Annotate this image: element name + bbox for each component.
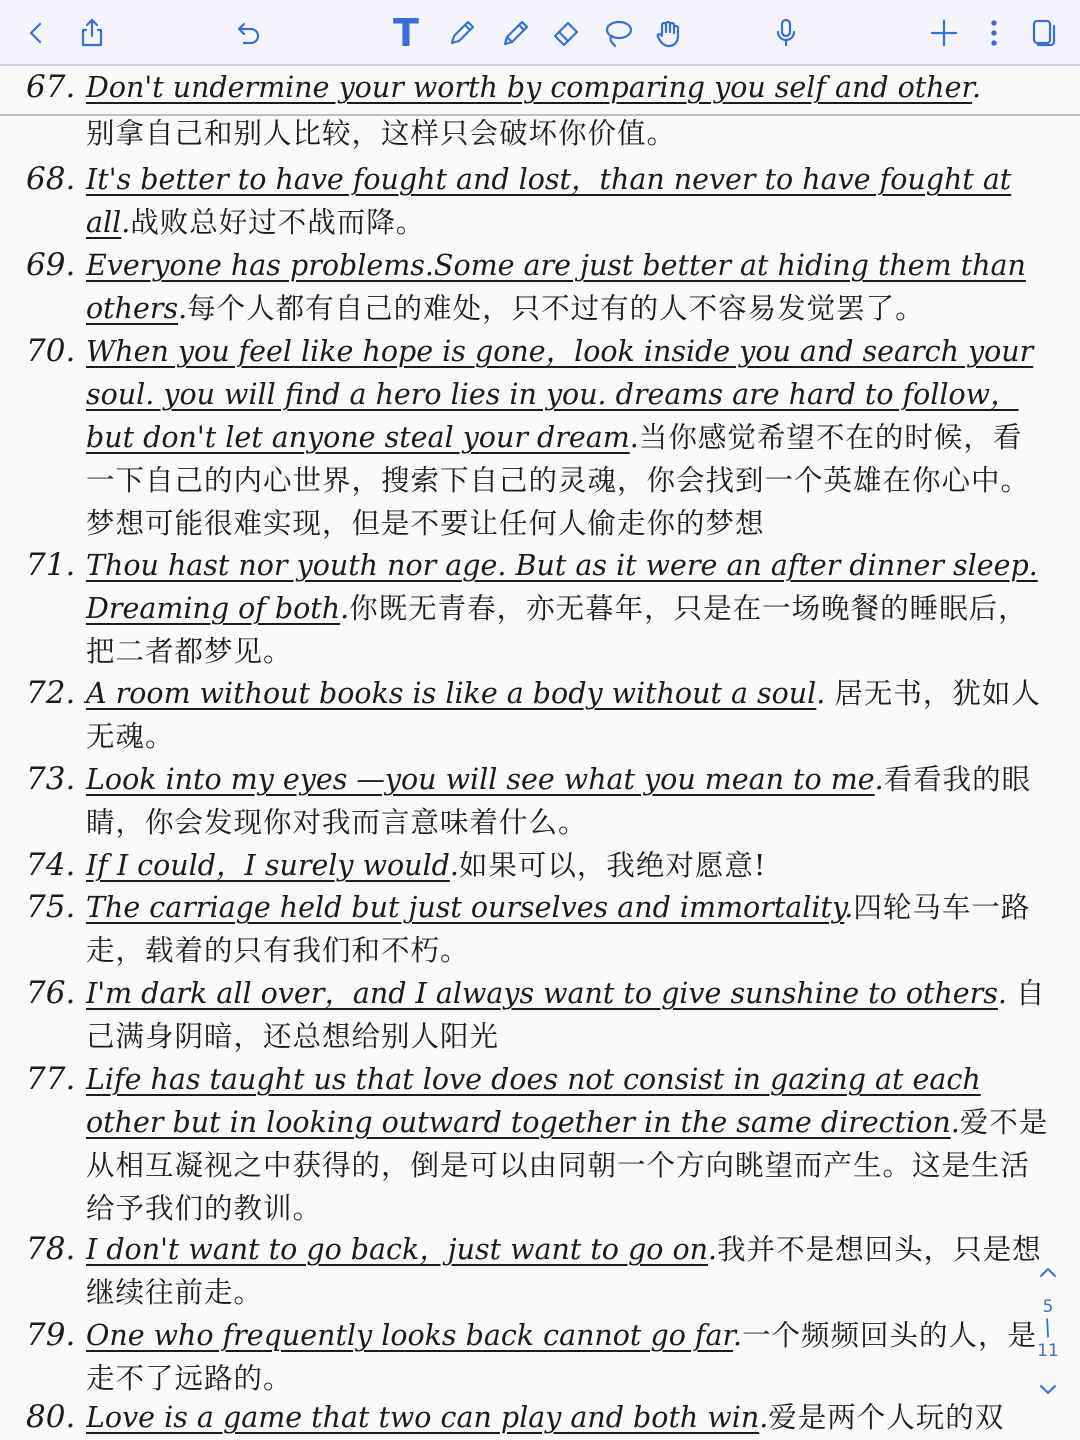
current-page: 5	[1042, 1297, 1054, 1317]
page-up-chevron-icon[interactable]	[1028, 1258, 1068, 1286]
item-number: 77.	[26, 1061, 76, 1097]
separator: .	[950, 1106, 960, 1139]
english-text: I'm dark all over，and I always want to give sunshine to others	[86, 977, 998, 1010]
item-text	[86, 1396, 1030, 1439]
item-text	[86, 330, 1050, 545]
item-text	[86, 158, 1050, 244]
separator: .	[816, 677, 835, 710]
item-number: 75.	[26, 889, 76, 925]
english-text: Life has taught us that love does not consist in gazing at each other but in looking outward together in the same direction	[86, 1063, 981, 1139]
english-text: The carriage held but just ourselves and immortality	[86, 891, 845, 924]
toolbar	[0, 0, 1080, 66]
more-icon[interactable]	[972, 11, 1016, 55]
english-text: A room without books is like a body without a soul	[86, 677, 817, 710]
hand-icon[interactable]	[646, 11, 690, 55]
item-number: 73.	[26, 761, 76, 797]
item-number: 67.	[26, 69, 76, 105]
english-text: If I could，I surely would	[86, 849, 450, 882]
chinese-text: 看看我的眼睛，你会发现你对我而言意味着什么。	[86, 763, 1032, 839]
item-number: 70.	[26, 333, 76, 369]
english-text: Don't undermine your worth by comparing you self and other	[86, 71, 972, 104]
item-text	[86, 66, 1050, 155]
pen-icon[interactable]	[440, 11, 484, 55]
item-text	[86, 758, 1050, 844]
chinese-text: 一个频频回头的人，是走不了远路的。	[86, 1319, 1038, 1395]
text-tool-icon[interactable]	[384, 11, 428, 55]
chinese-text: 爱不是从相互凝视之中获得的，倒是可以由同朝一个方向眺望而产生。这是生活给予我们的教训。	[86, 1106, 1049, 1225]
separator: .	[708, 1233, 718, 1266]
page-separator: /	[1040, 1315, 1056, 1342]
page-down-chevron-icon[interactable]	[1028, 1376, 1068, 1404]
separator: .	[732, 1319, 743, 1352]
item-text	[86, 844, 1050, 887]
english-text: Look into my eyes —you will see what you mean to me	[86, 763, 875, 796]
english-text: Everyone has problems.Some are just better at hiding them than others	[86, 249, 1026, 325]
item-text	[86, 544, 1050, 673]
chinese-text: 别拿自己和别人比较，这样只会破坏你价值。	[86, 117, 677, 150]
item-number: 78.	[26, 1231, 76, 1267]
notebook-page[interactable]	[0, 66, 1080, 1440]
separator: .	[844, 891, 854, 924]
chinese-text: 当你感觉希望不在的时候，看一下自己的内心世界，搜索下自己的灵魂，你会找到一个英雄在你心中。梦想可能很难实现，但是不要让任何人偷走你的梦想	[86, 421, 1031, 540]
chinese-text: 你既无青春，亦无暮年，只是在一场晚餐的睡眠后，把二者都梦见。	[86, 592, 1028, 668]
separator: .	[874, 763, 884, 796]
english-text: It's better to have fought and lost，than never to have fought at all	[86, 163, 1012, 239]
chinese-text: 如果可以，我绝对愿意!	[458, 849, 767, 882]
item-number: 71.	[26, 547, 76, 583]
english-text: I don't want to go back，just want to go on	[86, 1233, 709, 1266]
item-number: 76.	[26, 975, 76, 1011]
text-tool-label: T	[393, 11, 419, 55]
lasso-icon[interactable]	[596, 11, 640, 55]
chinese-text: 每个人都有自己的难处，只不过有的人不容易发觉罢了。	[187, 292, 925, 325]
item-text	[86, 672, 1050, 758]
highlighter-icon[interactable]	[492, 11, 536, 55]
separator: .	[449, 849, 459, 882]
english-text: Thou hast nor youth nor age. But as it were an after dinner sleep. Dreaming of both	[86, 549, 1038, 625]
back-chevron-icon[interactable]	[14, 11, 58, 55]
separator: .	[971, 71, 982, 104]
chinese-text: 战败总好过不战而降。	[130, 206, 426, 239]
separator: .	[629, 421, 639, 454]
total-pages: 11	[1037, 1341, 1059, 1361]
item-number: 79.	[26, 1317, 76, 1353]
item-number: 80.	[26, 1399, 76, 1435]
item-text	[86, 1058, 1050, 1230]
item-number: 68.	[26, 161, 76, 197]
item-number: 69.	[26, 247, 76, 283]
microphone-icon[interactable]	[764, 11, 808, 55]
item-text	[86, 972, 1050, 1058]
chinese-text: 爱是两个人玩的双	[768, 1401, 1005, 1434]
item-text	[86, 886, 1050, 972]
chinese-text: 我并不是想回头，只是想继续往前走。	[86, 1233, 1042, 1309]
item-text	[86, 1228, 1050, 1314]
separator: .	[121, 206, 131, 239]
item-number: 74.	[26, 847, 76, 883]
item-text	[86, 244, 1050, 330]
english-text: When you feel like hope is gone，look inside you and search your soul. you will find a hero lies in you. dreams are hard to follow，but don't let anyone steal your dream	[86, 335, 1034, 454]
separator: .	[997, 977, 1017, 1010]
separator: .	[759, 1401, 769, 1434]
english-text: One who frequently looks back cannot go far	[86, 1319, 733, 1352]
chinese-text: 四轮马车一路走，载着的只有我们和不朽。	[86, 891, 1031, 967]
item-number: 72.	[26, 675, 76, 711]
pages-icon[interactable]	[1022, 11, 1066, 55]
chinese-text: 自己满身阴暗，还总想给别人阳光	[86, 977, 1046, 1053]
eraser-icon[interactable]	[544, 11, 588, 55]
english-text: Love is a game that two can play and both win	[86, 1401, 760, 1434]
separator: .	[178, 292, 188, 325]
add-icon[interactable]	[922, 11, 966, 55]
undo-icon[interactable]	[226, 11, 270, 55]
item-text	[86, 1314, 1050, 1400]
chinese-text: 居无书，犹如人无魂。	[86, 677, 1041, 753]
share-icon[interactable]	[70, 11, 114, 55]
separator: .	[340, 592, 350, 625]
page-indicator	[1028, 1258, 1068, 1418]
